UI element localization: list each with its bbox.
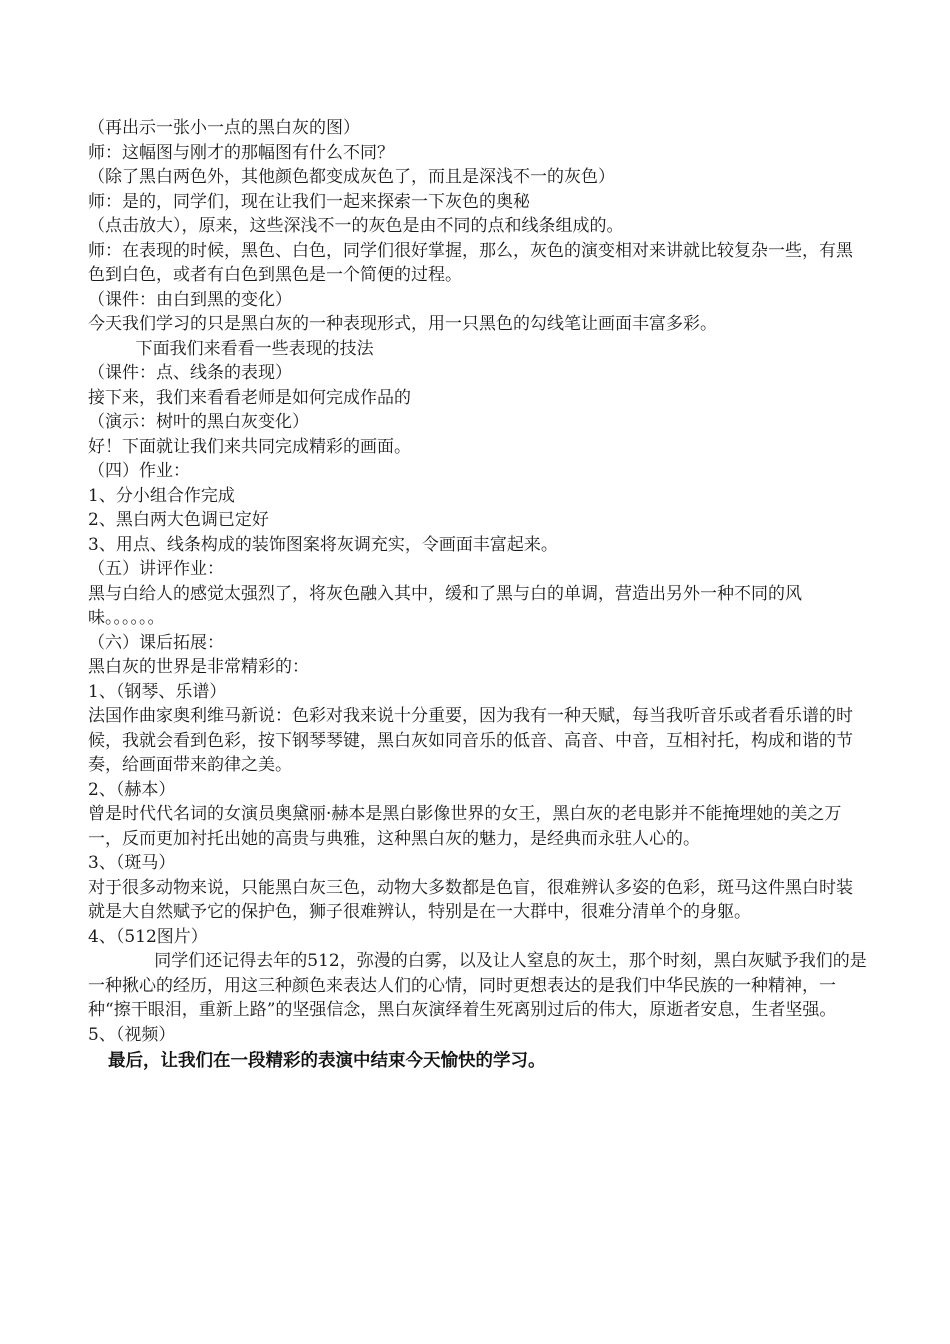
- paragraph: 黑与白给人的感觉太强烈了，将灰色融入其中，缓和了黑与白的单调，营造出另外一种不同的风味。。。。。。: [88, 583, 802, 628]
- paragraph: 对于很多动物来说，只能黑白灰三色，动物大多数都是色盲，很难辨认多姿的色彩，斑马这件黑白时装就是大自然赋予它的保护色，狮子很难辨认，特别是在一大群中，很难分清单个的身躯。: [88, 877, 853, 922]
- list-item: 1、分小组合作完成: [88, 485, 235, 506]
- paragraph: 曾是时代代名词的女演员奥黛丽·赫本是黑白影像世界的女王，黑白灰的老电影并不能掩埋她的美之万一，反而更加衬托出她的高贵与典雅，这种黑白灰的魅力，是经典而永驻人心的。: [88, 804, 842, 849]
- paragraph: 同学们还记得去年的512，弥漫的白雾，以及让人窒息的灰土，那个时刻，黑白灰赋予我们的是一种揪心的经历，用这三种颜色来表达人们的心情，同时更想表达的是我们中华民族的一种精神，一种“擦干眼泪，重新上路”的坚强信念，黑白灰演绎着生死离别过后的伟大，原逝者安息，生者坚强。: [88, 951, 867, 1020]
- list-item: 3、（斑马）: [88, 853, 176, 873]
- paragraph: 法国作曲家奥利维马新说：色彩对我来说十分重要，因为我有一种天赋，每当我听音乐或者看乐谱的时候，我就会看到色彩，按下钢琴琴键，黑白灰如同音乐的低音、高音、中音，互相衬托，构成和谐的节奏，给画面带来韵律之美。: [88, 706, 853, 775]
- section-heading: （六）课后拓展：: [88, 632, 224, 653]
- teacher-line: 师：在表现的时候，黑色、白色，同学们很好掌握，那么，灰色的演变相对来讲就比较复杂一些，有黑色到白色，或者有白色到黑色是一个简便的过程。: [88, 240, 853, 285]
- list-item: 2、（赫本）: [88, 779, 176, 800]
- stage-direction: （再出示一张小一点的黑白灰的图）: [88, 118, 360, 138]
- stage-direction: （课件：点、线条的表现）: [88, 363, 292, 383]
- section-heading: （五）讲评作业：: [88, 559, 224, 579]
- list-item: 2、黑白两大色调已定好: [88, 510, 269, 530]
- closing-line: 最后，让我们在一段精彩的表演中结束今天愉快的学习。: [108, 1051, 546, 1071]
- teacher-line: 师：是的，同学们，现在让我们一起来探索一下灰色的奥秘: [88, 191, 530, 212]
- list-item: 3、用点、线条构成的装饰图案将灰调充实，令画面丰富起来。: [88, 534, 558, 555]
- paragraph: 好！下面就让我们来共同完成精彩的画面。: [88, 436, 411, 457]
- teacher-line: 师：这幅图与刚才的那幅图有什么不同？: [88, 142, 394, 163]
- paragraph: 今天我们学习的只是黑白灰的一种表现形式，用一只黑色的勾线笔让画面丰富多彩。: [88, 314, 717, 334]
- stage-direction: （演示：树叶的黑白灰变化）: [88, 412, 309, 432]
- stage-direction: （除了黑白两色外，其他颜色都变成灰色了，而且是深浅不一的灰色）: [88, 167, 615, 187]
- stage-direction: （点击放大），原来，这些深浅不一的灰色是由不同的点和线条组成的。: [88, 216, 624, 236]
- paragraph: 接下来，我们来看看老师是如何完成作品的: [88, 387, 411, 408]
- list-item: 1、（钢琴、乐谱）: [88, 681, 227, 702]
- list-item: 4、（512图片）: [88, 926, 208, 947]
- section-heading: （四）作业：: [88, 461, 190, 481]
- stage-direction: （课件：由白到黑的变化）: [88, 289, 292, 310]
- paragraph: 下面我们来看看一些表现的技法: [135, 338, 374, 359]
- list-item: 5、（视频）: [88, 1024, 176, 1045]
- paragraph: 黑白灰的世界是非常精彩的：: [88, 657, 309, 677]
- document-body: [88, 116, 868, 1074]
